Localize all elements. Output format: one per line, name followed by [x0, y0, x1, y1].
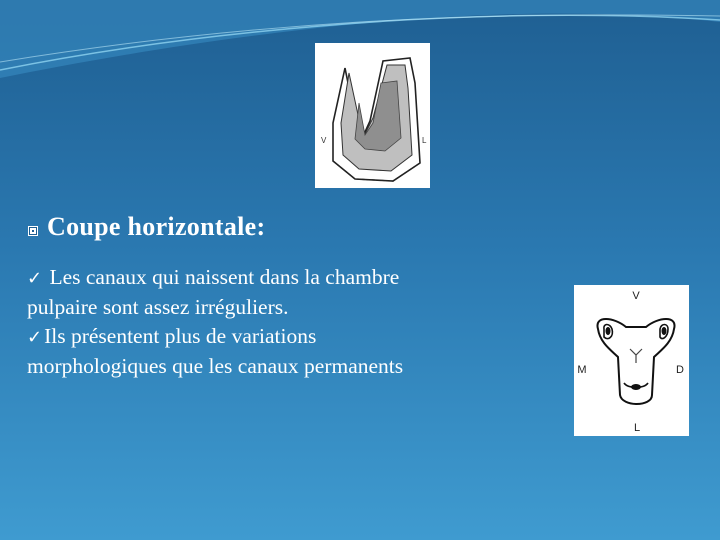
- point-1-line-2: pulpaire sont assez irréguliers.: [27, 295, 289, 319]
- bullet-point-1: [27, 263, 547, 322]
- checkmark-icon: ✓: [27, 327, 43, 348]
- figure-right-label-v: V: [632, 290, 640, 302]
- checkmark-icon: ✓: [27, 268, 43, 289]
- figure-right-label-d: D: [676, 364, 684, 376]
- figure-top-label-v: V: [321, 136, 327, 145]
- point-2-line-2: morphologiques que les canaux permanents: [27, 354, 404, 378]
- figure-right-label-m: M: [577, 364, 587, 376]
- figure-top-label-l: L: [422, 136, 427, 145]
- point-2-line-1: Ils présentent plus de variations: [44, 324, 317, 348]
- heading-text: Coupe horizontale:: [47, 212, 266, 241]
- square-bullet-icon: [28, 226, 38, 236]
- point-1-line-1: Les canaux qui naissent dans la chambre: [44, 265, 400, 289]
- tooth-horizontal-section-figure: [574, 285, 689, 436]
- slide-heading: [28, 205, 265, 249]
- tooth-longitudinal-section-figure: [315, 43, 430, 188]
- figure-right-label-l: L: [633, 422, 641, 434]
- bullet-point-2: [27, 322, 547, 381]
- slide-body: [27, 263, 547, 381]
